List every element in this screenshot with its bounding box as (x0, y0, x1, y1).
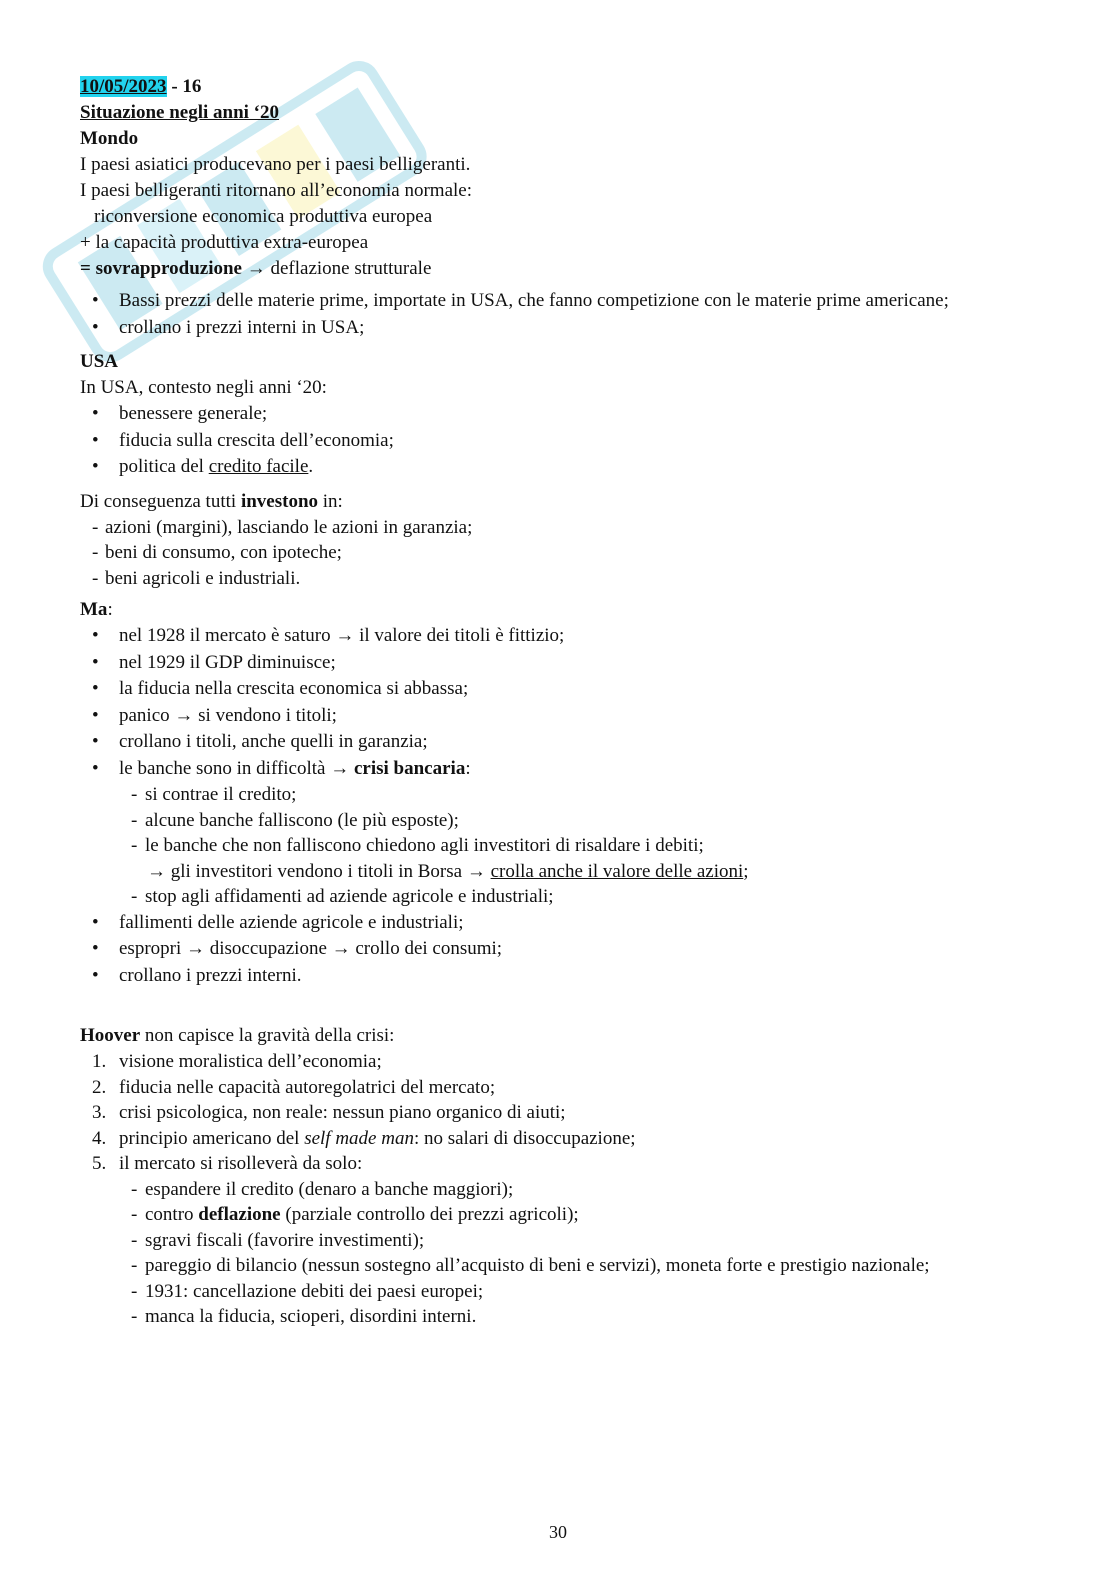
entry-date: 10/05/2023 (80, 76, 167, 97)
mondo-bullets (80, 288, 1040, 341)
mondo-equation: = sovrapproduzione → deflazione strutturale (80, 258, 432, 279)
list-item: → gli investitori vendono i titoli in Borsa → crolla anche il valore delle azioni; (147, 860, 749, 882)
list-item: 5. il mercato si risolleverà da solo: - espandere il credito (denaro a banche maggiori); - contro deflazione (parziale controllo dei prezzi agricoli); - sgravi fiscali (favorire investimenti); - pareggio di bilancio (nessun sostegno all’acquisto di beni e servizi), moneta forte e prestigio nazionale; - 1931: cancellazione debiti dei paesi europei; - manca la fiducia, scioperi, disordini interni. (80, 1151, 1040, 1330)
list-item: • politica del credito facile. (80, 454, 1040, 481)
list-item: - sgravi fiscali (favorire investimenti); (80, 1228, 1040, 1254)
list-item: - contro deflazione (parziale controllo dei prezzi agricoli); (80, 1202, 1040, 1228)
page-number: 30 (549, 1522, 567, 1542)
list-item: • panico → si vendono i titoli; (80, 703, 1040, 730)
list-item: • Bassi prezzi delle materie prime, importate in USA, che fanno competizione con le materie prime americane; (80, 288, 1040, 315)
heading-mondo: Mondo (80, 128, 139, 149)
list-item: - manca la fiducia, scioperi, disordini interni. (80, 1304, 1040, 1330)
list-item: • la fiducia nella crescita economica si abbassa; (80, 676, 1040, 703)
usa-intro: In USA, contesto negli anni ‘20: (80, 377, 327, 398)
list-item: - si contrae il credito; (80, 782, 1040, 808)
ma-bullets (80, 623, 1040, 989)
usa-bullets (80, 401, 1040, 481)
mondo-line: I paesi belligeranti ritornano all’economia normale: (80, 180, 472, 201)
crisi-bancaria-sublist (80, 782, 1040, 910)
heading-ma: Ma: (80, 599, 113, 620)
hoover-list (80, 1049, 1040, 1330)
entry-number: - 16 (166, 76, 202, 97)
list-item: 3. crisi psicologica, non reale: nessun piano organico di aiuti; (92, 1102, 566, 1123)
list-item: 2. fiducia nelle capacità autoregolatrici del mercato; (92, 1076, 496, 1098)
list-item: • crollano i prezzi interni in USA; (80, 315, 1040, 342)
list-item: - alcune banche falliscono (le più esposte); (80, 808, 1040, 834)
mondo-line: + la capacità produttiva extra-europea (80, 232, 369, 253)
entry-header (80, 74, 1040, 100)
list-item: - stop agli affidamenti ad aziende agricole e industriali; (80, 884, 1040, 910)
list-item: - azioni (margini), lasciando le azioni in garanzia; (80, 515, 1040, 541)
list-item: - beni di consumo, con ipoteche; (80, 540, 1040, 566)
list-item: • crollano i prezzi interni. (80, 963, 1040, 990)
list-item: • nel 1928 il mercato è saturo → il valore dei titoli è fittizio; (80, 623, 1040, 650)
sovrapproduzione-term: sovrapproduzione (95, 258, 242, 279)
list-item: - espandere il credito (denaro a banche maggiori); (80, 1177, 1040, 1203)
crisi-bancaria-term: crisi bancaria (353, 757, 466, 779)
usa-invest-list (80, 515, 1040, 592)
list-item: - beni agricoli e industriali. (80, 566, 1040, 592)
list-item: - 1931: cancellazione debiti dei paesi europei; (80, 1279, 1040, 1305)
list-item: • benessere generale; (80, 401, 1040, 428)
mondo-line: I paesi asiatici producevano per i paesi belligeranti. (80, 154, 471, 175)
hoover-intro: Hoover non capisce la gravità della crisi: (80, 1025, 395, 1046)
list-item: 4. principio americano del self made man: no salari di disoccupazione; (92, 1127, 636, 1149)
hoover-sublist (80, 1177, 1040, 1330)
mondo-line: riconversione economica produttiva europea (94, 206, 433, 227)
credito-facile-term: credito facile (208, 456, 309, 477)
list-item: • le banche sono in difficoltà → crisi bancaria: - si contrae il credito; - alcune banche falliscono (le più esposte); - le banche che non falliscono chiedono agli investitori di risaldare i debiti; → gli investitori vendono i titoli in Borsa → crolla anche il valore delle azioni; - stop agli affidamenti ad aziende agricole e industriali; (80, 756, 1040, 910)
list-item: • crollano i titoli, anche quelli in garanzia; (80, 729, 1040, 756)
list-item: - pareggio di bilancio (nessun sostegno all’acquisto di beni e servizi), moneta forte e prestigio nazionale; (80, 1253, 1040, 1279)
list-item: • fallimenti delle aziende agricole e industriali; (80, 910, 1040, 937)
list-item: 1. visione moralistica dell’economia; (92, 1051, 382, 1072)
heading-usa: USA (80, 351, 119, 372)
list-item: • fiducia sulla crescita dell’economia; (80, 428, 1040, 455)
usa-invest-line: Di conseguenza tutti investono in: (80, 490, 343, 512)
list-item: • nel 1929 il GDP diminuisce; (80, 650, 1040, 677)
section-title: Situazione negli anni ‘20 (80, 102, 279, 123)
list-item: - le banche che non falliscono chiedono agli investitori di risaldare i debiti; (80, 833, 1040, 859)
document-page (80, 74, 1040, 1330)
list-item: • espropri → disoccupazione → crollo dei consumi; (80, 936, 1040, 963)
